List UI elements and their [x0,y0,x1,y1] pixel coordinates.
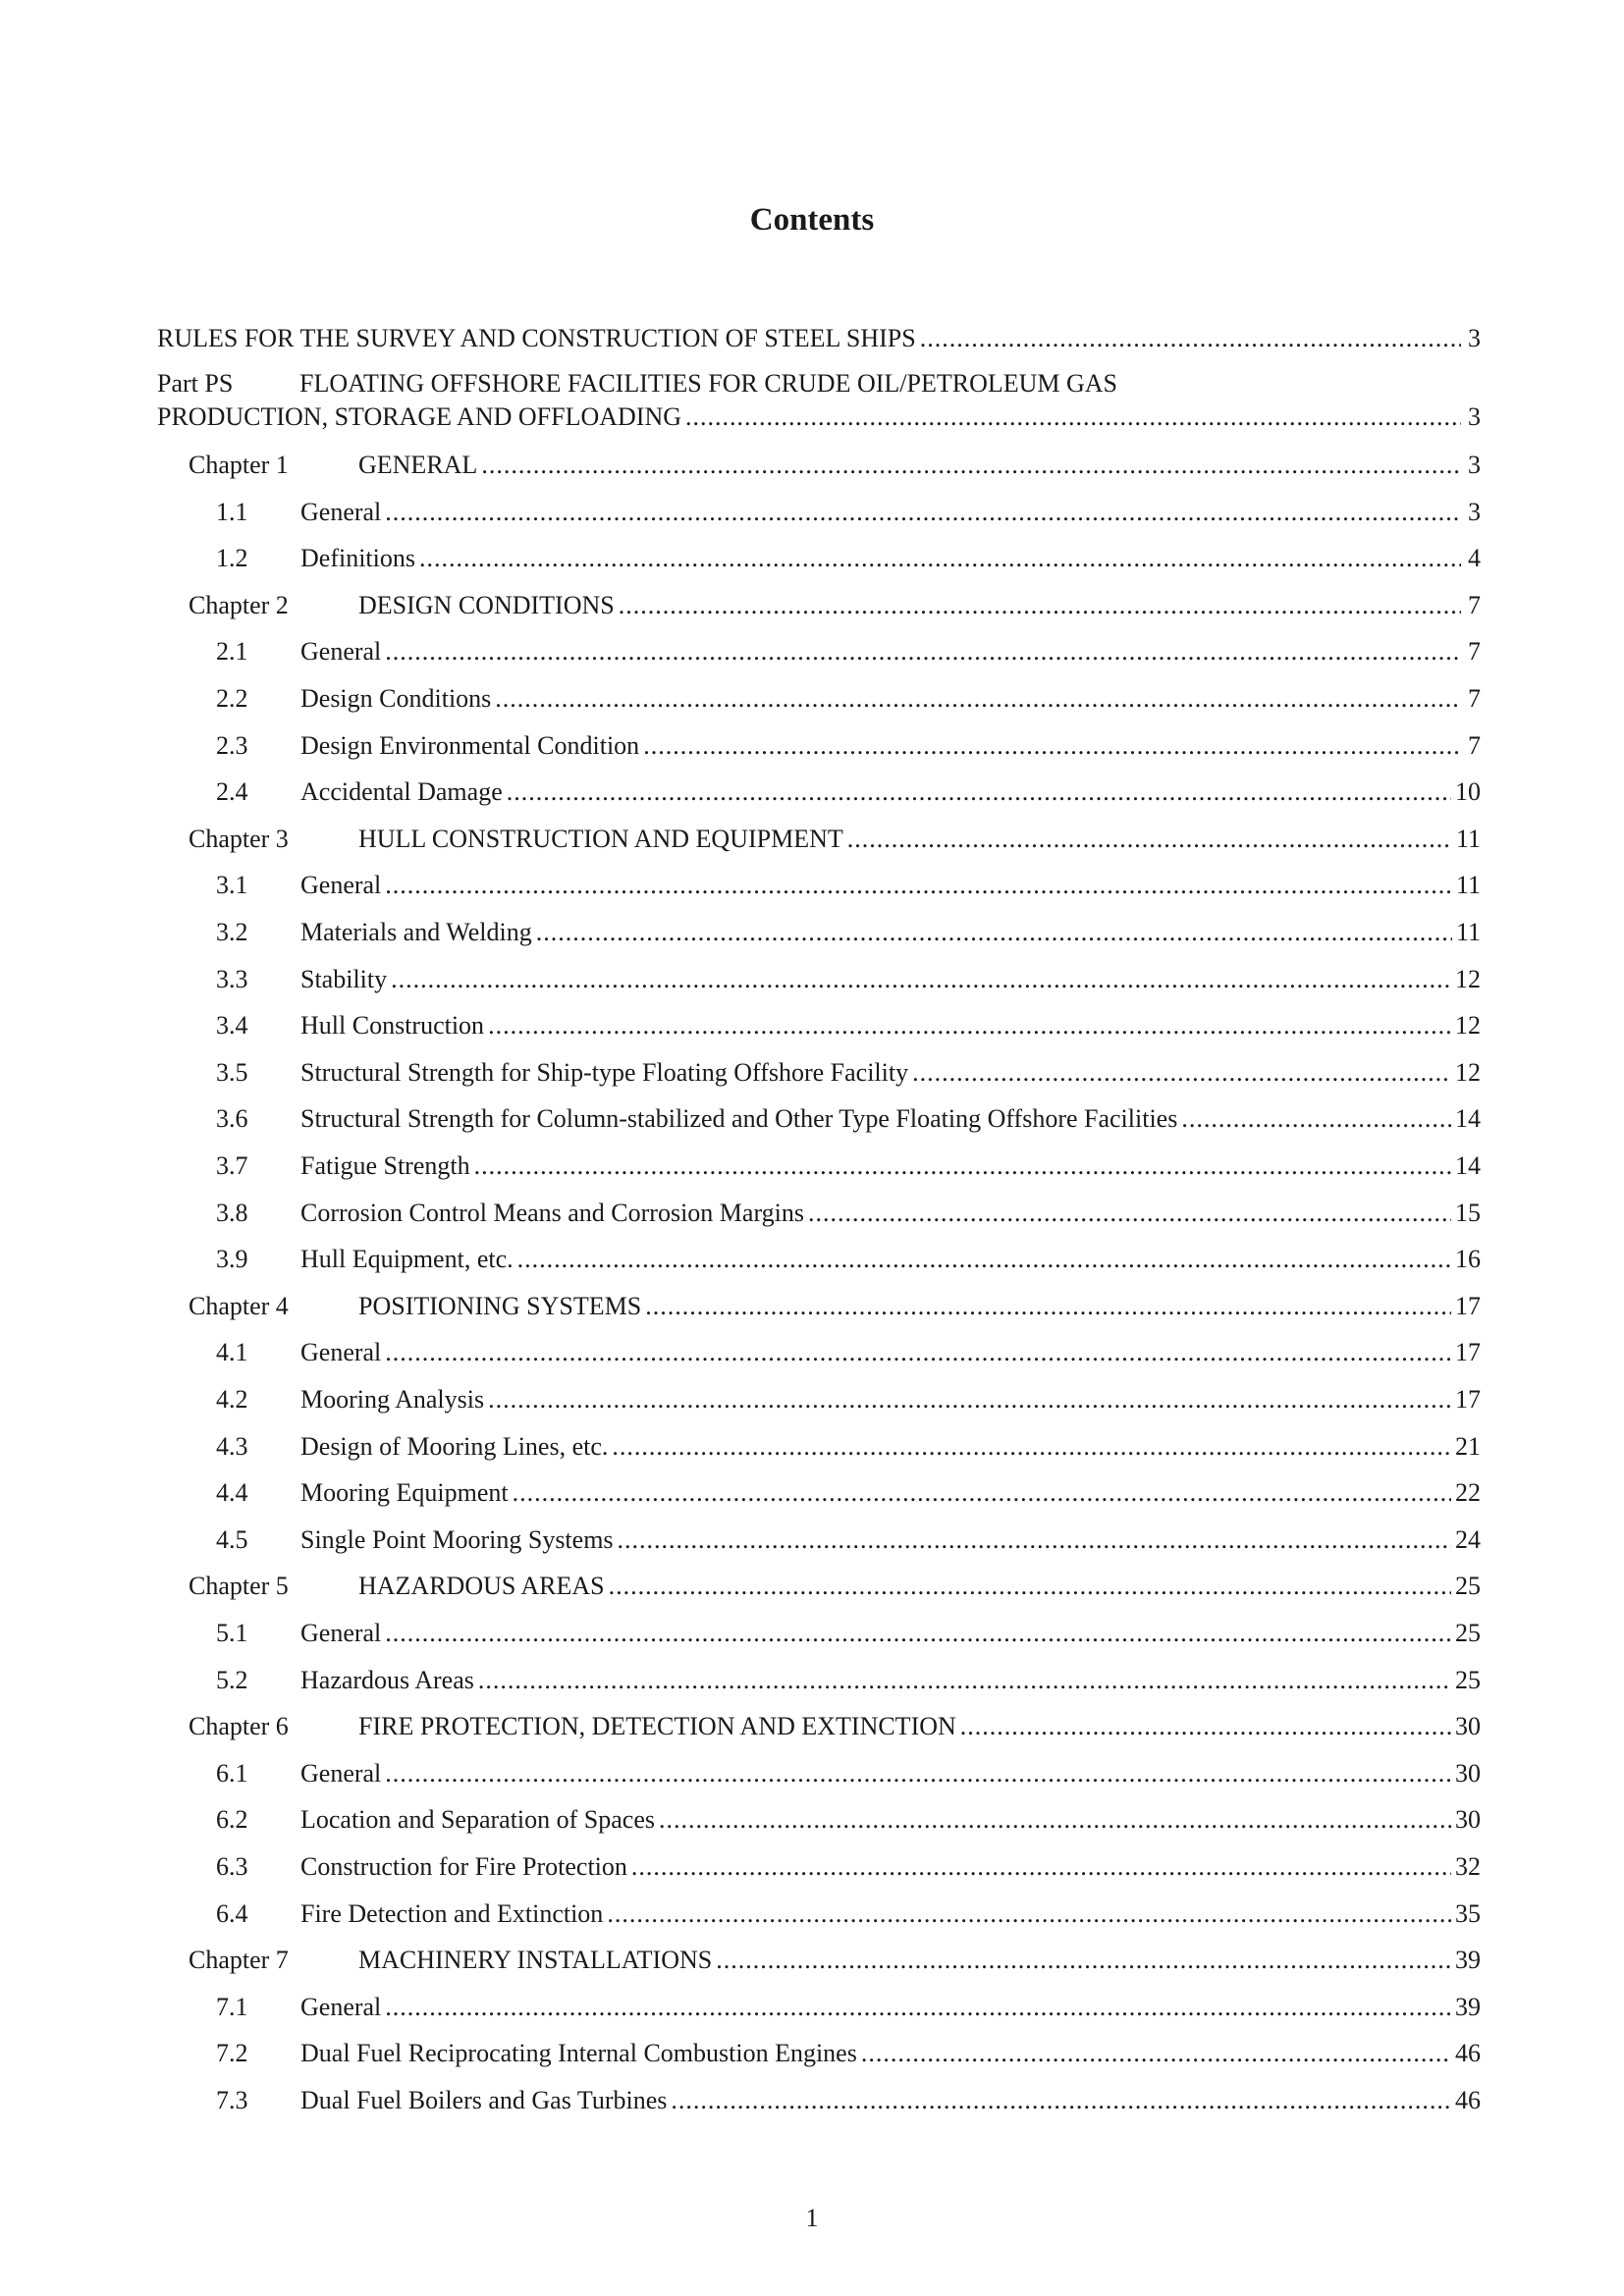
dot-leader [847,823,1452,856]
toc-entry-page: 12 [1455,1057,1481,1087]
toc-section-entry[interactable] [157,1850,1481,1884]
toc-entry-title: Materials and Welding [300,918,532,946]
dot-leader [478,1664,1451,1697]
toc-entry-page: 32 [1455,1852,1481,1881]
toc-entry-title: Location and Separation of Spaces [300,1805,655,1835]
toc-entry-page: 3 [1468,497,1481,526]
toc-entry-number: 2.2 [216,684,248,713]
toc-entry-number: 5.2 [216,1665,248,1694]
dot-leader [385,1757,1451,1790]
toc-entry-page: 14 [1455,1151,1481,1180]
toc-entry-page: 3 [1468,402,1481,431]
dot-leader [391,963,1451,996]
toc-rules-entry[interactable] [157,322,1481,355]
dot-leader [631,1850,1451,1884]
toc-entry-number: 4.4 [216,1478,248,1508]
toc-entry-page: 3 [1468,451,1481,479]
toc-chapter-entry[interactable] [157,1944,1481,1977]
dot-leader [474,1149,1451,1183]
toc-entry-page: 21 [1455,1431,1481,1461]
toc-entry-number: 7.2 [216,2039,248,2068]
toc-entry-number: Chapter 3 [189,824,289,853]
toc-entry-title: Design Environmental Condition [300,730,640,760]
toc-entry-title: General [300,637,382,667]
toc-entry-page: 30 [1455,1805,1481,1835]
toc-entry-title: Accidental Damage [300,777,503,807]
part-label: Part PS [157,369,234,398]
toc-section-entry[interactable] [157,2037,1481,2070]
toc-chapter-entry[interactable] [157,1570,1481,1603]
toc-entry-page: 39 [1455,1946,1481,1975]
toc-section-entry[interactable] [157,1430,1481,1464]
dot-leader [716,1944,1451,1977]
toc-entry-title: General [300,497,382,526]
toc-entry-title: Structural Strength for Ship-type Floating Offshore Facility [300,1057,909,1087]
dot-leader [507,775,1451,809]
toc-section-entry[interactable] [157,1056,1481,1090]
toc-entry-number: 3.4 [216,1011,248,1041]
toc-entry-number: 7.3 [216,2086,248,2114]
toc-section-entry[interactable] [157,2084,1481,2117]
dot-leader [385,1991,1451,2024]
toc-section-entry[interactable] [157,916,1481,949]
toc-entry-title: Hazardous Areas [300,1665,474,1694]
toc-entry-title: Dual Fuel Reciprocating Internal Combustion Engines [300,2039,857,2068]
dot-leader [618,1523,1451,1557]
dot-leader [513,1476,1451,1510]
toc-entry-number: Chapter 4 [189,1291,289,1320]
dot-leader [607,1897,1451,1931]
toc-entry-number: 1.1 [216,497,248,526]
page-number: 1 [805,2204,819,2232]
toc-entry-page: 22 [1455,1478,1481,1508]
toc-entry-number: 2.3 [216,730,248,760]
toc-entry-title: FIRE PROTECTION, DETECTION AND EXTINCTION [358,1712,956,1741]
dot-leader [645,1290,1451,1323]
toc-entry-number: 3.3 [216,964,248,993]
toc-entry-title: Definitions [300,544,415,573]
toc-section-entry[interactable] [157,682,1481,716]
dot-leader [385,1617,1451,1650]
toc-entry-page: 12 [1455,1011,1481,1041]
toc-section-entry[interactable] [157,635,1481,668]
toc-entry-number: Chapter 6 [189,1712,289,1741]
toc-section-entry[interactable] [157,1757,1481,1790]
toc-entry-number: Chapter 5 [189,1572,289,1601]
toc-entry-title: Structural Strength for Column-stabilized and Other Type Floating Offshore Facilities [300,1104,1178,1134]
toc-entry-page: 35 [1455,1898,1481,1928]
dot-leader [536,916,1452,949]
dot-leader [612,1430,1451,1464]
toc-section-entry[interactable] [157,1476,1481,1510]
toc-entry-number: 3.7 [216,1151,248,1180]
dot-leader [659,1803,1451,1837]
toc-entry-title: HULL CONSTRUCTION AND EQUIPMENT [358,824,843,853]
toc-entry-page: 17 [1455,1385,1481,1414]
toc-entry-title: Mooring Analysis [300,1385,485,1414]
toc-entry-number: 6.4 [216,1898,248,1928]
dot-leader [385,635,1461,668]
toc-chapter-entry[interactable] [157,449,1481,482]
toc-chapter-entry[interactable] [157,589,1481,622]
toc-entry-title: General [300,1758,382,1788]
toc-entry-number: 6.2 [216,1805,248,1835]
toc-section-entry[interactable] [157,1991,1481,2024]
toc-section-entry[interactable] [157,963,1481,996]
toc-entry-page: 7 [1468,590,1481,619]
toc-chapter-entry[interactable] [157,823,1481,856]
toc-entry-title: Design of Mooring Lines, etc. [300,1431,609,1461]
dot-leader [495,682,1461,716]
toc-entry-number: 4.5 [216,1524,248,1554]
toc-entry-page: 24 [1455,1524,1481,1554]
dot-leader [861,2037,1451,2070]
dot-leader [385,869,1452,902]
dot-leader [685,400,1461,434]
toc-entry-number: 2.4 [216,777,248,807]
toc-entry-title: General [300,871,382,900]
toc-entry-number: 5.1 [216,1619,248,1647]
toc-entry-number: 7.1 [216,1992,248,2021]
toc-entry-number: Chapter 1 [189,451,289,479]
toc-entry-title: Fatigue Strength [300,1151,470,1180]
part-title-line1: FLOATING OFFSHORE FACILITIES FOR CRUDE OIL/PETROLEUM GAS [299,369,1118,398]
toc-entry-page: 46 [1455,2039,1481,2068]
dot-leader [419,542,1461,575]
toc-entry-number: 2.1 [216,637,248,667]
toc-section-entry[interactable] [157,1336,1481,1369]
toc-entry-page: 11 [1455,824,1481,853]
dot-leader [619,589,1461,622]
toc-entry-title: General [300,1992,382,2021]
dot-leader [609,1570,1451,1603]
toc-entry-title: Mooring Equipment [300,1478,509,1508]
part-title-line2: PRODUCTION, STORAGE AND OFFLOADING [157,402,682,431]
toc-entry-title: Hull Equipment, etc. [300,1245,514,1274]
toc-section-entry[interactable] [157,1243,1481,1276]
dot-leader [1181,1102,1451,1136]
dot-leader [488,1383,1451,1416]
toc-section-entry[interactable] [157,1102,1481,1136]
toc-entry-page: 30 [1455,1758,1481,1788]
toc-entry-number: 3.2 [216,918,248,946]
toc-entry-page: 15 [1455,1198,1481,1227]
toc-entry-number: 4.1 [216,1338,248,1367]
toc-entry-title: Stability [300,964,388,993]
toc-entry-title: HAZARDOUS AREAS [358,1572,605,1601]
toc-entry-number: 4.3 [216,1431,248,1461]
dot-leader [385,1336,1451,1369]
toc-entry-number: 3.1 [216,871,248,900]
toc-entry-page: 16 [1455,1245,1481,1274]
toc-entry-title: Hull Construction [300,1011,485,1041]
toc-entry-title: Corrosion Control Means and Corrosion Margins [300,1198,804,1227]
dot-leader [385,496,1461,529]
toc-entry-number: 6.1 [216,1758,248,1788]
toc-section-entry[interactable] [157,1664,1481,1697]
toc-entry-number: 3.5 [216,1057,248,1087]
toc-entry-page: 17 [1455,1291,1481,1320]
toc-entry-page: 11 [1455,918,1481,946]
toc-entry-title: Construction for Fire Protection [300,1852,627,1881]
toc-entry-page: 3 [1468,324,1481,352]
toc-section-entry[interactable] [157,1149,1481,1183]
toc-entry-title: Dual Fuel Boilers and Gas Turbines [300,2086,668,2114]
dot-leader [488,1009,1451,1042]
toc-entry-title: Single Point Mooring Systems [300,1524,614,1554]
toc-section-entry[interactable] [157,1897,1481,1931]
toc-section-entry[interactable] [157,1197,1481,1230]
toc-section-entry[interactable] [157,1009,1481,1042]
toc-section-entry[interactable] [157,542,1481,575]
toc-section-entry[interactable] [157,496,1481,529]
dot-leader [481,449,1461,482]
toc-entry-page: 14 [1455,1104,1481,1134]
toc-entry-page: 10 [1455,777,1481,807]
toc-entry-title: General [300,1619,382,1647]
toc-entry-page: 7 [1468,684,1481,713]
toc-section-entry[interactable] [157,1803,1481,1837]
toc-part-heading[interactable] [157,367,1117,400]
toc-section-entry[interactable] [157,1617,1481,1650]
toc-chapter-entry[interactable] [157,1290,1481,1323]
toc-section-entry[interactable] [157,775,1481,809]
toc-entry-page: 25 [1455,1619,1481,1647]
toc-entry-page: 11 [1455,871,1481,900]
toc-entry-number: 3.8 [216,1198,248,1227]
toc-entry-title: Fire Detection and Extinction [300,1898,604,1928]
toc-entry-title: GENERAL [358,451,478,479]
toc-entry-number: Chapter 7 [189,1946,289,1975]
toc-entry-number: 3.6 [216,1104,248,1134]
toc-section-entry[interactable] [157,729,1481,763]
toc-entry-title: POSITIONING SYSTEMS [358,1291,642,1320]
toc-entry-page: 39 [1455,1992,1481,2021]
toc-entry-page: 7 [1468,637,1481,667]
dot-leader [808,1197,1451,1230]
toc-entry-page: 17 [1455,1338,1481,1367]
toc-entry-page: 4 [1468,544,1481,573]
toc-entry-page: 25 [1455,1572,1481,1601]
toc-entry-number: 6.3 [216,1852,248,1881]
toc-entry-page: 25 [1455,1665,1481,1694]
dot-leader [517,1243,1451,1276]
toc-entry-page: 30 [1455,1712,1481,1741]
toc-entry-title: RULES FOR THE SURVEY AND CONSTRUCTION OF STEEL SHIPS [157,324,916,352]
toc-entry-number: 4.2 [216,1385,248,1414]
toc-entry-page: 7 [1468,730,1481,760]
toc-entry-number: 3.9 [216,1245,248,1274]
toc-entry-title: MACHINERY INSTALLATIONS [358,1946,713,1975]
toc-entry-page: 46 [1455,2086,1481,2114]
dot-leader [920,322,1461,355]
dot-leader [643,729,1461,763]
toc-chapter-entry[interactable] [157,1710,1481,1743]
toc-entry-number: 1.2 [216,544,248,573]
dot-leader [912,1056,1451,1090]
toc-entry-title: General [300,1338,382,1367]
toc-section-entry[interactable] [157,1383,1481,1416]
toc-entry-number: Chapter 2 [189,590,289,619]
page-title: Contents [749,202,875,238]
toc-section-entry[interactable] [157,869,1481,902]
toc-part-entry[interactable] [157,400,1481,434]
toc-section-entry[interactable] [157,1523,1481,1557]
dot-leader [960,1710,1451,1743]
toc-entry-page: 12 [1455,964,1481,993]
dot-leader [671,2084,1451,2117]
toc-entry-title: DESIGN CONDITIONS [358,590,615,619]
toc-entry-title: Design Conditions [300,684,492,713]
